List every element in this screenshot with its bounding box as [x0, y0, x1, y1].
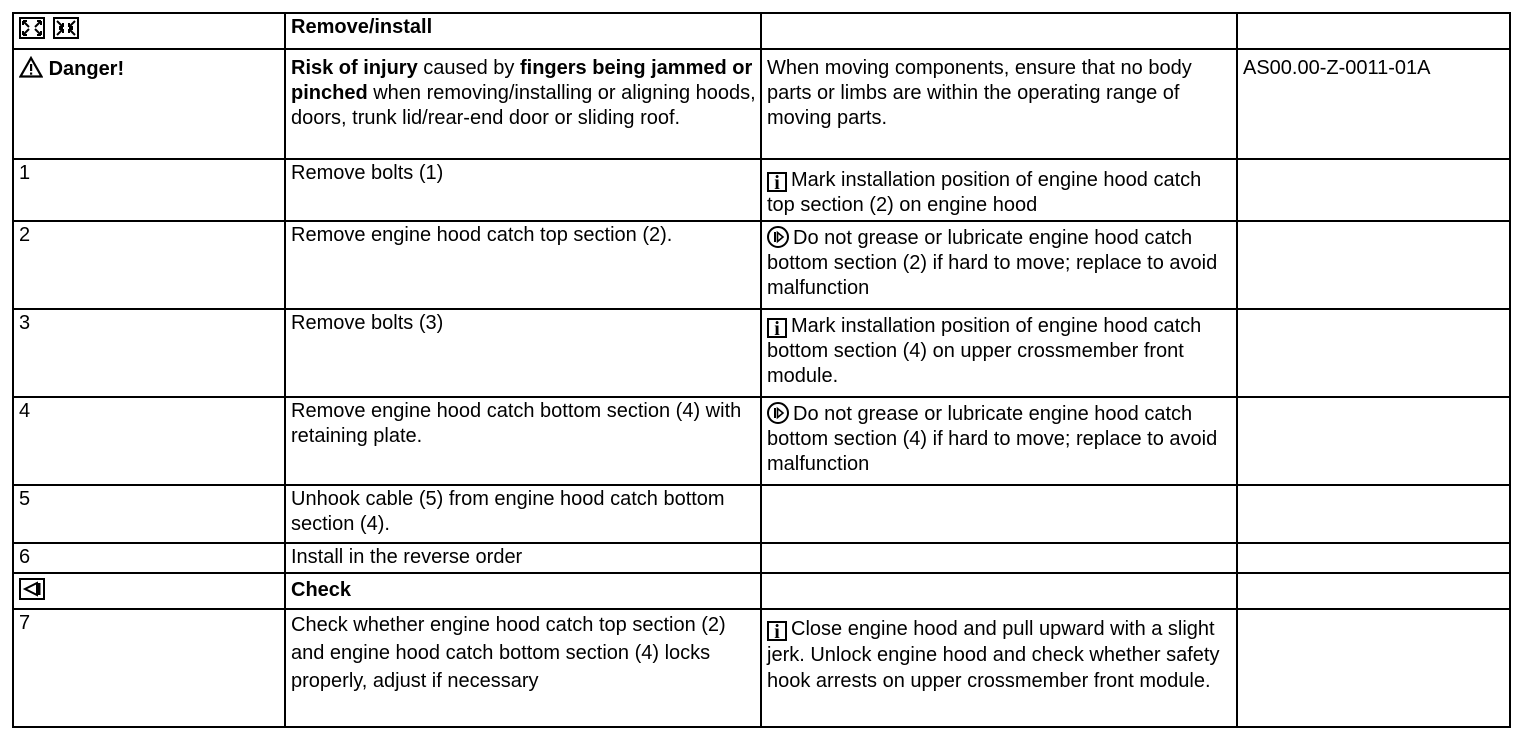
table-row — [13, 397, 1510, 485]
step-note — [761, 543, 1237, 573]
step-empty — [1237, 309, 1510, 397]
step-number: 3 — [13, 309, 285, 397]
check-arrow-icon — [19, 578, 45, 607]
step-number: 4 — [13, 397, 285, 485]
info-icon: i — [767, 621, 787, 641]
risk-bold-1: Risk of injury — [291, 57, 418, 79]
check-empty-3 — [761, 573, 1237, 609]
risk-bold-2: fingers being jammed or pinched — [291, 57, 753, 104]
step-note-text: Mark installation position of engine hood catch bottom section (4) on upper crossmember front module. — [767, 315, 1202, 387]
header-empty-3 — [761, 13, 1237, 49]
step-note-text: Do not grease or lubricate engine hood catch bottom section (2) if hard to move; replace to avoid malfunction — [767, 227, 1218, 299]
step-number: 5 — [13, 485, 285, 543]
warning-triangle-icon — [19, 56, 43, 85]
info-icon: i — [767, 172, 787, 192]
step-empty — [1237, 397, 1510, 485]
check-row — [13, 573, 1510, 609]
risk-text-2: when removing/installing or aligning hoods, doors, trunk lid/rear-end door or sliding roof. — [291, 82, 756, 129]
step-action: Install in the reverse order — [285, 543, 761, 573]
danger-measure: When moving components, ensure that no body parts or limbs are within the operating range of moving parts. — [761, 49, 1237, 159]
danger-code: AS00.00-Z-0011-01A — [1237, 49, 1510, 159]
info-icon: i — [767, 318, 787, 338]
danger-cell — [13, 49, 285, 159]
step-action: Unhook cable (5) from engine hood catch bottom section (4). — [285, 485, 761, 543]
table-row — [13, 485, 1510, 543]
step-note — [761, 159, 1237, 221]
procedure-table — [12, 12, 1511, 728]
step-note — [761, 397, 1237, 485]
caution-circle-icon — [767, 402, 789, 424]
header-title: Remove/install — [285, 13, 761, 49]
step-empty — [1237, 221, 1510, 309]
caution-circle-icon — [767, 226, 789, 248]
step-action: Remove engine hood catch top section (2). — [285, 221, 761, 309]
table-row — [13, 543, 1510, 573]
step-number: 1 — [13, 159, 285, 221]
danger-label: Danger! — [48, 58, 125, 80]
step-action: Remove engine hood catch bottom section (4) with retaining plate. — [285, 397, 761, 485]
risk-text-1: caused by — [417, 57, 520, 79]
step-action: Check whether engine hood catch top section (2) and engine hood catch bottom section (4) locks properly, adjust if necessary — [285, 609, 761, 727]
step-number: 2 — [13, 221, 285, 309]
step-note — [761, 485, 1237, 543]
table-row — [13, 221, 1510, 309]
table-row — [13, 159, 1510, 221]
step-note — [761, 221, 1237, 309]
step-action: Remove bolts (3) — [285, 309, 761, 397]
header-empty-4 — [1237, 13, 1510, 49]
install-arrows-icon — [53, 17, 79, 46]
step-number: 7 — [13, 609, 285, 727]
check-empty-4 — [1237, 573, 1510, 609]
check-icon-cell — [13, 573, 285, 609]
step-note-text: Close engine hood and pull upward with a slight jerk. Unlock engine hood and check whether safety hook arrests on upper crossmember front module. — [767, 618, 1220, 692]
step-empty — [1237, 159, 1510, 221]
header-row — [13, 13, 1510, 49]
remove-arrows-icon — [19, 17, 45, 46]
step-action: Remove bolts (1) — [285, 159, 761, 221]
header-icons-cell — [13, 13, 285, 49]
step-note — [761, 609, 1237, 727]
danger-row — [13, 49, 1510, 159]
step-note-text: Mark installation position of engine hood catch top section (2) on engine hood — [767, 169, 1202, 216]
danger-risk-text — [285, 49, 761, 159]
step-note-text: Do not grease or lubricate engine hood catch bottom section (4) if hard to move; replace to avoid malfunction — [767, 403, 1218, 475]
check-title: Check — [285, 573, 761, 609]
step-note — [761, 309, 1237, 397]
step-empty — [1237, 609, 1510, 727]
table-row — [13, 609, 1510, 727]
step-empty — [1237, 543, 1510, 573]
step-number: 6 — [13, 543, 285, 573]
table-row — [13, 309, 1510, 397]
step-empty — [1237, 485, 1510, 543]
